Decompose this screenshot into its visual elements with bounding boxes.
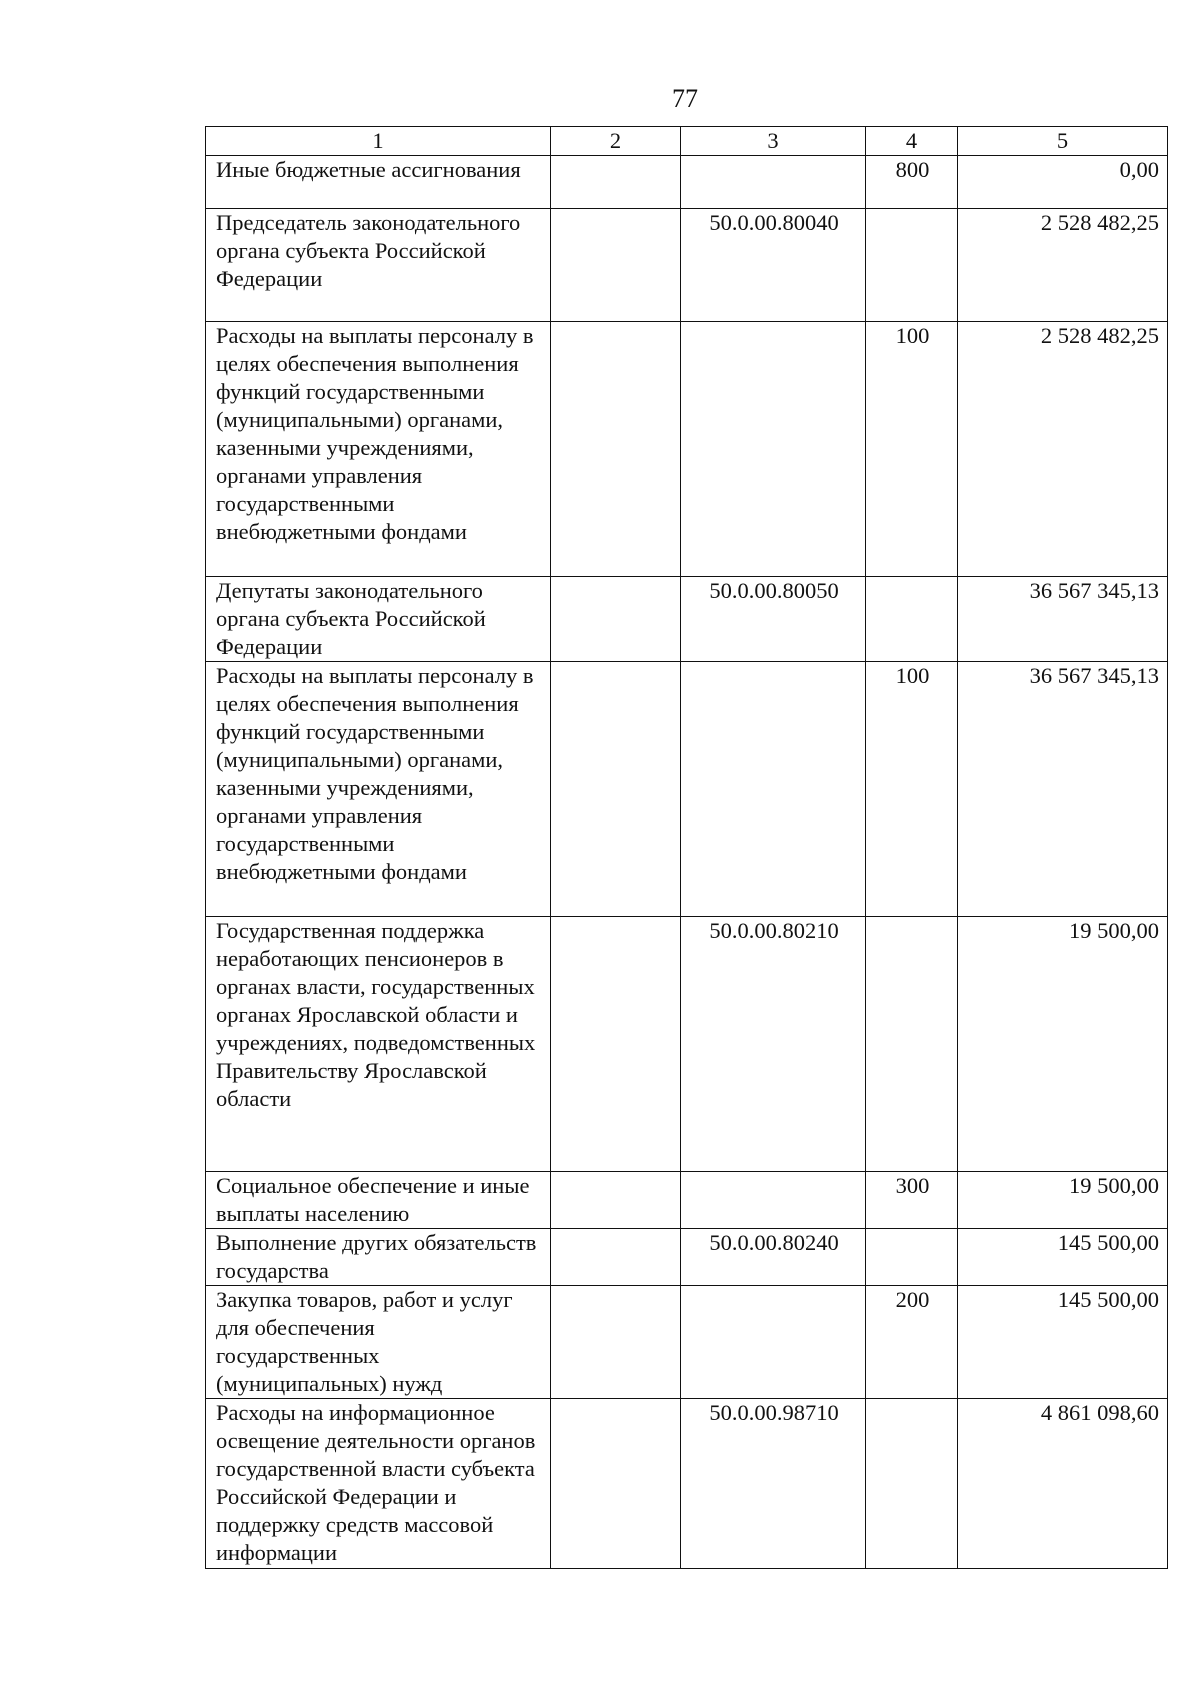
row-col2	[551, 1286, 681, 1399]
column-header-1: 1	[206, 127, 551, 156]
table-row	[206, 917, 1168, 1172]
row-code: 50.0.00.98710	[681, 1399, 866, 1569]
table-row	[206, 577, 1168, 662]
row-name: Депутаты законодательного органа субъекта Российской Федерации	[206, 577, 551, 662]
row-name: Председатель законодательного органа субъекта Российской Федерации	[206, 209, 551, 322]
row-name: Расходы на информационное освещение деятельности органов государственной власти субъекта Российской Федерации и поддержку средств массовой информации	[206, 1399, 551, 1569]
row-col2	[551, 917, 681, 1172]
row-type: 200	[866, 1286, 958, 1399]
row-col2	[551, 1399, 681, 1569]
row-name: Выполнение других обязательств государства	[206, 1229, 551, 1286]
row-type	[866, 577, 958, 662]
table-row	[206, 322, 1168, 577]
row-col2	[551, 209, 681, 322]
row-type: 100	[866, 322, 958, 577]
row-amount: 145 500,00	[958, 1286, 1168, 1399]
budget-table	[205, 126, 1168, 1569]
column-header-2: 2	[551, 127, 681, 156]
row-amount: 19 500,00	[958, 1172, 1168, 1229]
row-code	[681, 156, 866, 209]
page-number: 77	[672, 84, 698, 113]
row-col2	[551, 156, 681, 209]
row-type: 800	[866, 156, 958, 209]
row-code	[681, 1286, 866, 1399]
row-type	[866, 917, 958, 1172]
row-code: 50.0.00.80240	[681, 1229, 866, 1286]
row-amount: 36 567 345,13	[958, 662, 1168, 917]
row-amount: 4 861 098,60	[958, 1399, 1168, 1569]
table-row	[206, 1286, 1168, 1399]
row-type	[866, 1399, 958, 1569]
table-header	[206, 127, 1168, 156]
row-name: Расходы на выплаты персоналу в целях обеспечения выполнения функций государственными (муниципальными) органами, казенными учреждениями, органами управления государственными внебюджетными фондами	[206, 662, 551, 917]
row-name: Государственная поддержка неработающих пенсионеров в органах власти, государственных органах Ярославской области и учреждениях, подведомственных Правительству Ярославской области	[206, 917, 551, 1172]
column-header-3: 3	[681, 127, 866, 156]
column-header-4: 4	[866, 127, 958, 156]
row-name: Иные бюджетные ассигнования	[206, 156, 551, 209]
table-row	[206, 1229, 1168, 1286]
row-amount: 2 528 482,25	[958, 322, 1168, 577]
header-row	[206, 127, 1168, 156]
table-row	[206, 1399, 1168, 1569]
table-row	[206, 209, 1168, 322]
row-code: 50.0.00.80050	[681, 577, 866, 662]
row-col2	[551, 577, 681, 662]
row-col2	[551, 1229, 681, 1286]
row-name: Закупка товаров, работ и услуг для обеспечения государственных (муниципальных) нужд	[206, 1286, 551, 1399]
row-name: Социальное обеспечение и иные выплаты населению	[206, 1172, 551, 1229]
table-row	[206, 1172, 1168, 1229]
row-amount: 145 500,00	[958, 1229, 1168, 1286]
row-col2	[551, 322, 681, 577]
row-amount: 0,00	[958, 156, 1168, 209]
row-amount: 2 528 482,25	[958, 209, 1168, 322]
row-code: 50.0.00.80210	[681, 917, 866, 1172]
row-amount: 36 567 345,13	[958, 577, 1168, 662]
table-body	[206, 156, 1168, 1569]
row-code: 50.0.00.80040	[681, 209, 866, 322]
table-row	[206, 662, 1168, 917]
row-amount: 19 500,00	[958, 917, 1168, 1172]
row-code	[681, 322, 866, 577]
row-type: 100	[866, 662, 958, 917]
table-row	[206, 156, 1168, 209]
row-col2	[551, 662, 681, 917]
row-type	[866, 209, 958, 322]
row-type: 300	[866, 1172, 958, 1229]
row-col2	[551, 1172, 681, 1229]
row-name: Расходы на выплаты персоналу в целях обеспечения выполнения функций государственными (муниципальными) органами, казенными учреждениями, органами управления государственными внебюджетными фондами	[206, 322, 551, 577]
column-header-5: 5	[958, 127, 1168, 156]
row-code	[681, 1172, 866, 1229]
row-code	[681, 662, 866, 917]
row-type	[866, 1229, 958, 1286]
